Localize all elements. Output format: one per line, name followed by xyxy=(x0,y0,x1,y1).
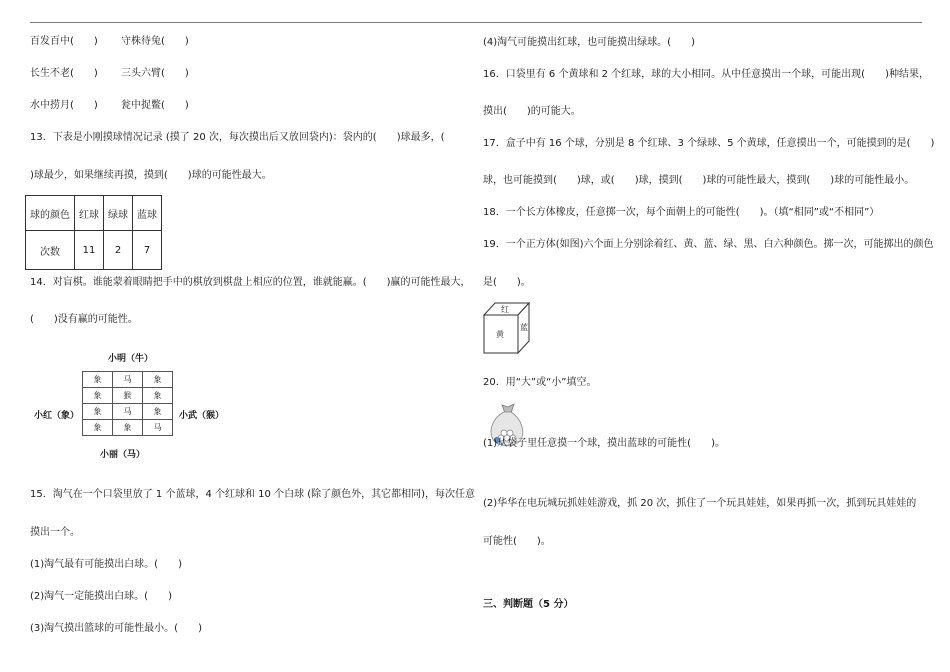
board-cell: 象 xyxy=(83,404,113,420)
cube-top-label: 红 xyxy=(501,305,509,314)
board-row xyxy=(83,372,173,388)
q15-item-4: (4)淘气可能摸出红球，也可能摸出绿球。( ) xyxy=(483,37,695,48)
table-header: 球的颜色 xyxy=(26,196,75,231)
q20-item-2-line2: 可能性( )。 xyxy=(483,536,551,547)
q13-line2: )球最少，如果继续再摸，摸到( )球的可能性最大。 xyxy=(30,170,272,181)
table-cell: 2 xyxy=(104,231,133,270)
board-cell: 象 xyxy=(83,388,113,404)
table-header: 红球 xyxy=(75,196,104,231)
q15-line2: 摸出一个。 xyxy=(30,527,80,538)
idiom-1b: 守株待兔( ) xyxy=(121,36,189,47)
q15-item-1: (1)淘气最有可能摸出白球。( ) xyxy=(30,559,182,570)
color-cube-figure xyxy=(483,301,533,358)
q20-title: 20．用“大”或“小”填空。 xyxy=(483,377,597,388)
table-header: 蓝球 xyxy=(133,196,162,231)
q15-line1: 15．淘气在一个口袋里放了 1 个蓝球，4 个红球和 10 个白球 (除了颜色外，其它都相同)，每次任意 xyxy=(30,489,476,500)
board-cell: 象 xyxy=(83,372,113,388)
q20-item-2-line1: (2)华华在电玩城玩抓娃娃游戏，抓 20 次，抓住了一个玩具娃娃，如果再抓一次，抓到玩具娃娃的 xyxy=(483,498,917,509)
q18: 18．一个长方体橡皮，任意掷一次，每个面朝上的可能性( )。（填“相同”或“不相同”） xyxy=(483,207,880,218)
board-cell: 马 xyxy=(143,420,173,436)
board-label-right: 小武（猴） xyxy=(179,411,225,421)
idiom-1a: 百发百中( ) xyxy=(30,36,98,47)
q19-line1: 19．一个正方体(如图)六个面上分别涂着红、黄、蓝、绿、黑、白六种颜色。掷一次，可能掷出的颜色 xyxy=(483,239,934,250)
board-label-left: 小红（象） xyxy=(34,411,80,421)
board-row xyxy=(83,420,173,436)
idiom-2a: 长生不老( ) xyxy=(30,68,98,79)
table-header: 绿球 xyxy=(104,196,133,231)
q15-item-2: (2)淘气一定能摸出白球。( ) xyxy=(30,591,172,602)
board-cell: 象 xyxy=(143,388,173,404)
q20-item-1: (1)从袋子里任意摸一个球，摸出蓝球的可能性( )。 xyxy=(483,438,725,449)
board-cell: 象 xyxy=(143,404,173,420)
chess-board xyxy=(82,371,173,436)
q17-line2: 球，也可能摸到( )球，或( )球，摸到( )球的可能性最大，摸到( )球的可能性最小。 xyxy=(483,175,915,186)
section-3-heading: 三、判断题（5 分） xyxy=(483,599,574,610)
top-rule xyxy=(30,22,922,23)
board-cell: 象 xyxy=(143,372,173,388)
q15-item-3: (3)淘气摸出篮球的可能性最小。( ) xyxy=(30,623,202,634)
table-row xyxy=(26,231,162,270)
idiom-3a: 水中捞月( ) xyxy=(30,100,98,111)
q16-line2: 摸出( )的可能大。 xyxy=(483,106,581,117)
cube-side-label: 蓝 xyxy=(520,323,528,332)
q13-line1: 13．下表是小刚摸球情况记录 (摸了 20 次，每次摸出后又放回袋内)：袋内的( )球最多，( xyxy=(30,132,445,143)
table-row-label: 次数 xyxy=(26,231,75,270)
q14-line1: 14．对盲棋。谁能蒙着眼睛把手中的棋放到棋盘上相应的位置，谁就能赢。( )赢的可能性最大， xyxy=(30,277,471,288)
idiom-3b: 瓮中捉鳖( ) xyxy=(121,100,189,111)
q16-line1: 16．口袋里有 6 个黄球和 2 个红球，球的大小相同。从中任意摸出一个球，可能出现( )种结果， xyxy=(483,69,929,80)
q14-line2: ( )没有赢的可能性。 xyxy=(30,314,138,325)
board-row xyxy=(83,388,173,404)
board-cell: 马 xyxy=(113,404,143,420)
table-cell: 7 xyxy=(133,231,162,270)
board-label-bottom: 小丽（马） xyxy=(100,450,146,460)
board-cell: 象 xyxy=(83,420,113,436)
board-label-top: 小明（牛） xyxy=(108,354,154,364)
idiom-2b: 三头六臂( ) xyxy=(121,68,189,79)
board-row xyxy=(83,404,173,420)
board-cell: 马 xyxy=(113,372,143,388)
board-cell: 猴 xyxy=(113,388,143,404)
cube-front-label: 黄 xyxy=(496,330,504,339)
table-cell: 11 xyxy=(75,231,104,270)
q17-line1: 17．盒子中有 16 个球，分别是 8 个红球、3 个绿球、5 个黄球，任意摸出一个，可能摸到的是( ) xyxy=(483,138,935,149)
q19-line2: 是( )。 xyxy=(483,277,531,288)
ball-survey-table xyxy=(25,195,162,270)
board-cell: 象 xyxy=(113,420,143,436)
table-header-row xyxy=(26,196,162,231)
